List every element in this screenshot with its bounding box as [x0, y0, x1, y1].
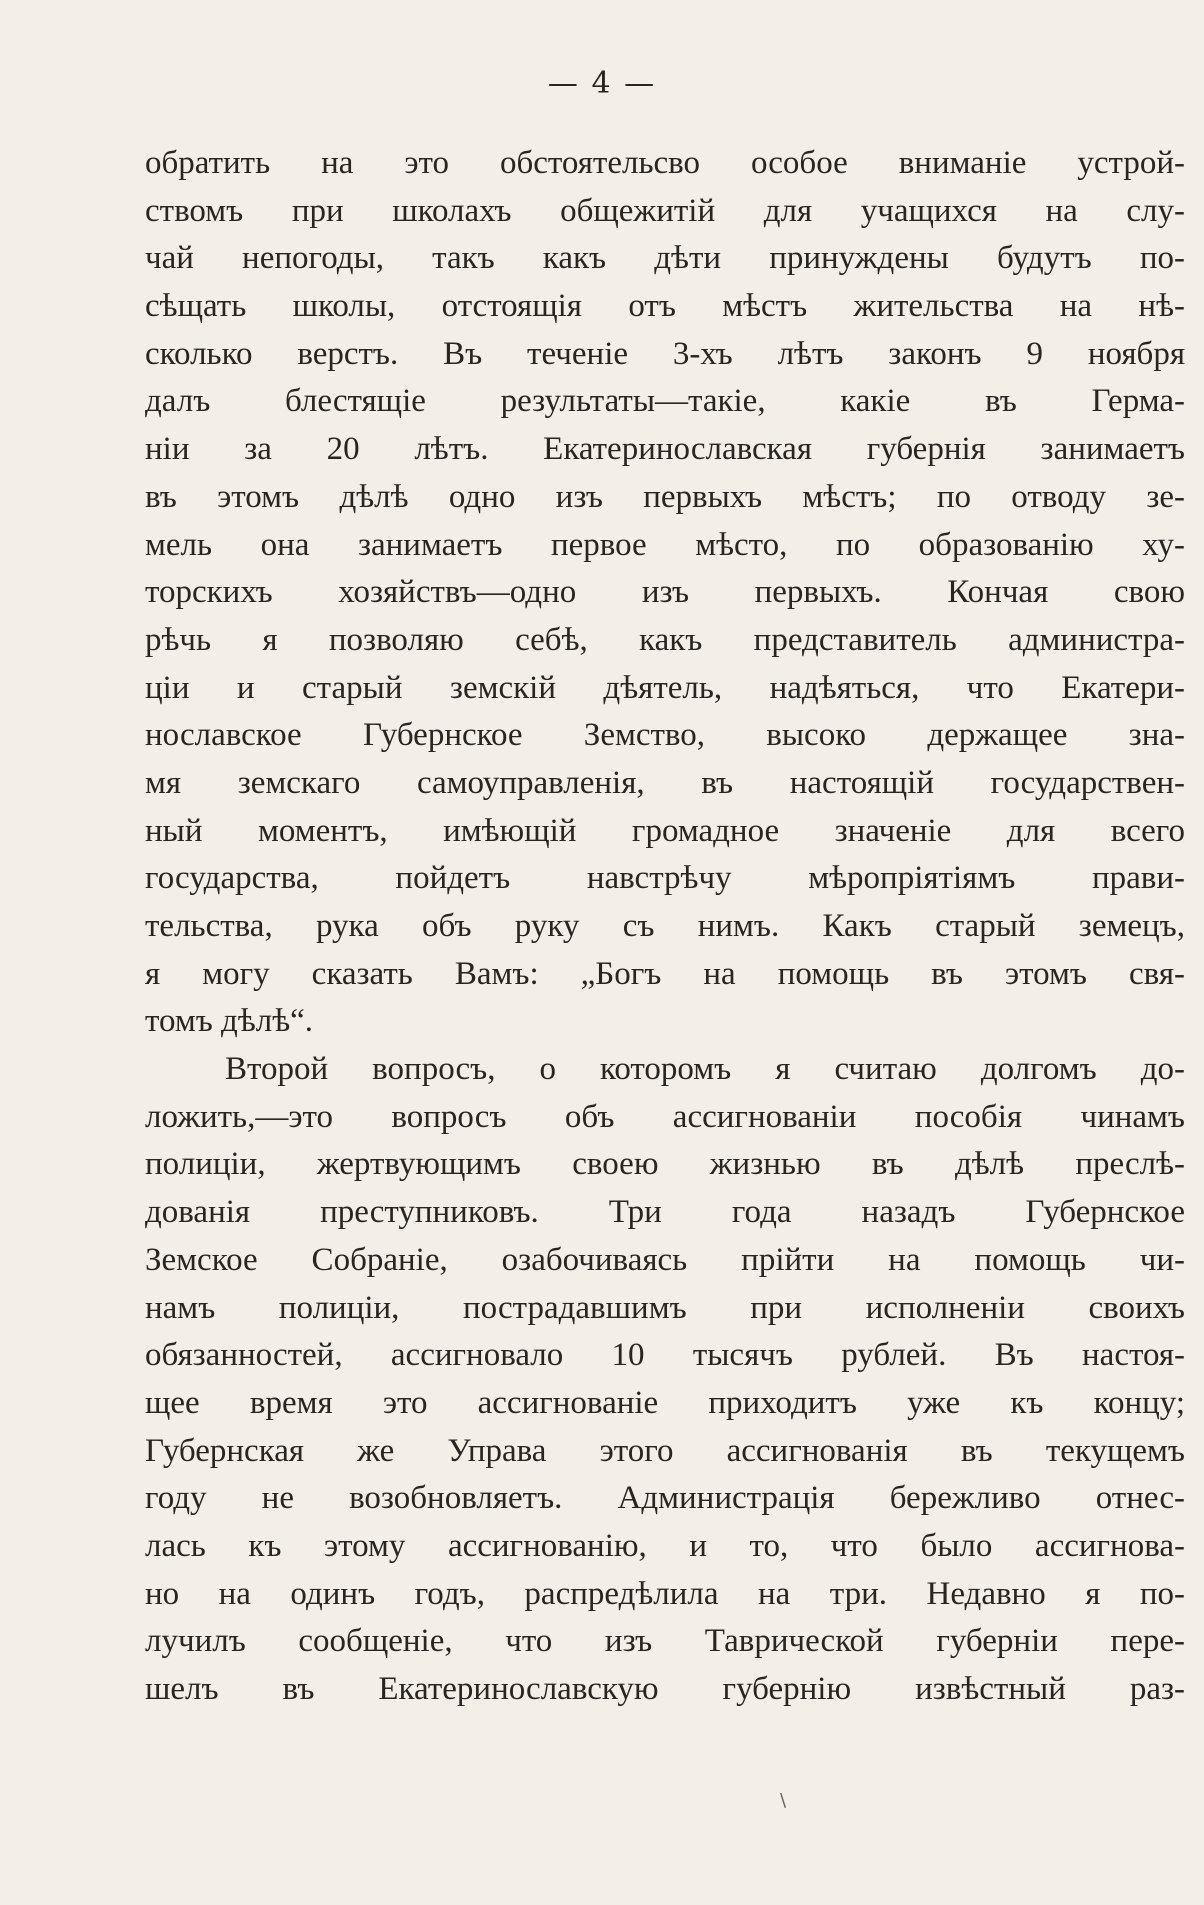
text-line: обязанностей, ассигновало 10 тысячъ рублей. Въ настоя- — [145, 1337, 1185, 1374]
text-line: торскихъ хозяйствъ—одно изъ первыхъ. Кончая свою — [145, 574, 1185, 611]
text-line: году не возобновляетъ. Администрація бережливо отнес- — [145, 1480, 1185, 1517]
text-line: мель она занимаетъ первое мѣсто, по образованію ху- — [145, 526, 1185, 563]
text-line: мя земскаго самоуправленія, въ настоящій государствен- — [145, 764, 1185, 801]
text-line: но на одинъ годъ, распредѣлила на три. Недавно я по- — [145, 1575, 1185, 1612]
text-line: лучилъ сообщеніе, что изъ Таврической губерніи пере- — [145, 1623, 1185, 1660]
text-line: ствомъ при школахъ общежитій для учащихся на слу- — [145, 192, 1185, 229]
stray-mark: \ — [780, 1790, 787, 1811]
text-line: щее время это ассигнованіе приходитъ уже къ концу; — [145, 1384, 1185, 1421]
text-line: лась къ этому ассигнованію, и то, что было ассигнова- — [145, 1527, 1185, 1564]
text-line: обратить на это обстоятельсво особое вниманіе устрой- — [145, 145, 1185, 181]
text-line: нославское Губернское Земство, высоко держащее зна- — [145, 717, 1185, 754]
page-number: — 4 — — [547, 66, 657, 101]
text-line: ложить,—это вопросъ объ ассигнованіи пособія чинамъ — [145, 1098, 1185, 1135]
paragraph-1 — [145, 140, 1185, 1046]
text-line: чай непогоды, такъ какъ дѣти принуждены будутъ по- — [145, 240, 1185, 277]
text-line: тельства, рука объ руку съ нимъ. Какъ старый земецъ, — [145, 908, 1185, 944]
text-line: въ этомъ дѣлѣ одно изъ первыхъ мѣстъ; по отводу зе- — [145, 478, 1185, 515]
text-line: полиціи, жертвующимъ своею жизнью въ дѣлѣ преслѣ- — [145, 1146, 1185, 1183]
text-line: сколько верстъ. Въ теченіе 3-хъ лѣтъ законъ 9 ноября — [145, 335, 1185, 372]
text-line: ный моментъ, имѣющій громадное значеніе для всего — [145, 812, 1185, 849]
text-line: шелъ въ Екатеринославскую губернію извѣстный раз- — [145, 1671, 1185, 1707]
text-line: рѣчь я позволяю себѣ, какъ представитель администра- — [145, 621, 1185, 658]
text-line: государства, пойдетъ навстрѣчу мѣропріятіямъ прави- — [145, 860, 1185, 897]
text-line: дованія преступниковъ. Три года назадъ Губернское — [145, 1194, 1185, 1231]
body-text — [145, 140, 1185, 1714]
text-line: я могу сказать Вамъ: „Богъ на помощь въ этомъ свя- — [145, 955, 1185, 992]
text-line: томъ дѣлѣ“. — [145, 1003, 314, 1040]
text-line: ціи и старый земскій дѣятель, надѣяться, что Екатери- — [145, 669, 1185, 706]
text-line: Второй вопросъ, о которомъ я считаю долгомъ до- — [225, 1051, 1185, 1088]
paragraph-2 — [145, 1046, 1185, 1714]
text-line: Земское Собраніе, озабочиваясь прійти на помощь чи- — [145, 1241, 1185, 1278]
text-line: Губернская же Управа этого ассигнованія въ текущемъ — [145, 1432, 1185, 1469]
text-line: далъ блестящіе результаты—такіе, какіе въ Герма- — [145, 383, 1185, 420]
text-line: ніи за 20 лѣтъ. Екатеринославская губернія занимаетъ — [145, 431, 1185, 468]
text-line: намъ полиціи, пострадавшимъ при исполненіи своихъ — [145, 1289, 1185, 1326]
text-line: сѣщать школы, отстоящія отъ мѣстъ жительства на нѣ- — [145, 288, 1185, 325]
